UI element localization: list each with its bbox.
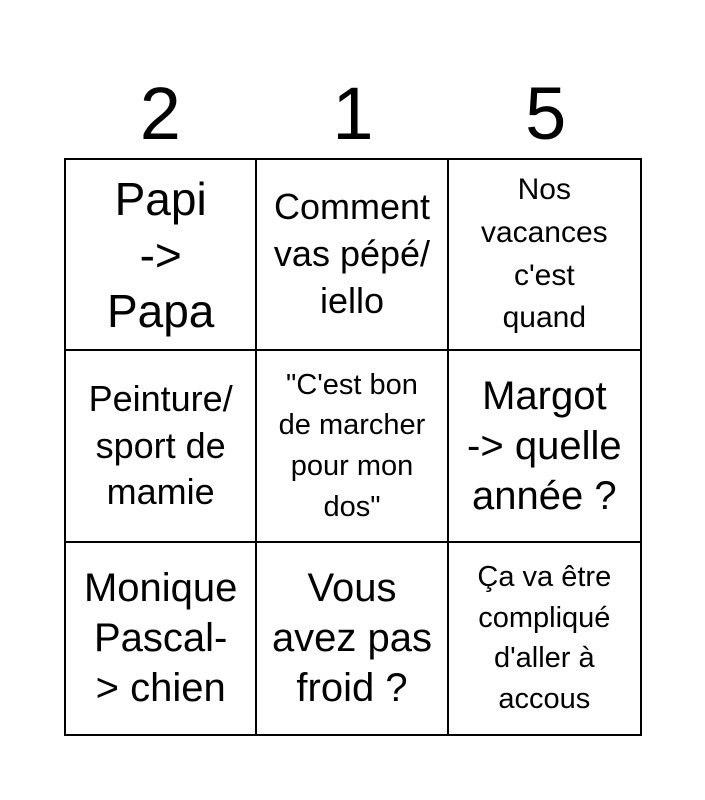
header-number: 5: [525, 72, 567, 155]
header-number: 2: [139, 72, 181, 155]
bingo-cell[interactable]: Ça va être compliqué d'aller à accous: [477, 561, 612, 715]
bingo-cell[interactable]: Comment vas pépé/ iello: [257, 160, 448, 351]
bingo-cell[interactable]: Monique Pascal- > chien: [66, 543, 257, 734]
bingo-grid: [64, 158, 642, 736]
bingo-cell[interactable]: Margot -> quelle année ?: [449, 351, 640, 542]
bingo-cell[interactable]: Vous avez pas froid ?: [257, 543, 448, 734]
bingo-cell[interactable]: Peinture/ sport de mamie: [66, 351, 257, 542]
bingo-cell[interactable]: "C'est bon de marcher pour mon dos": [257, 351, 448, 542]
bingo-cell[interactable]: Papi -> Papa: [66, 160, 257, 351]
bingo-header: [64, 70, 642, 158]
header-number: 1: [332, 72, 374, 155]
bingo-cell[interactable]: Nos vacances c'est quand: [449, 160, 640, 351]
